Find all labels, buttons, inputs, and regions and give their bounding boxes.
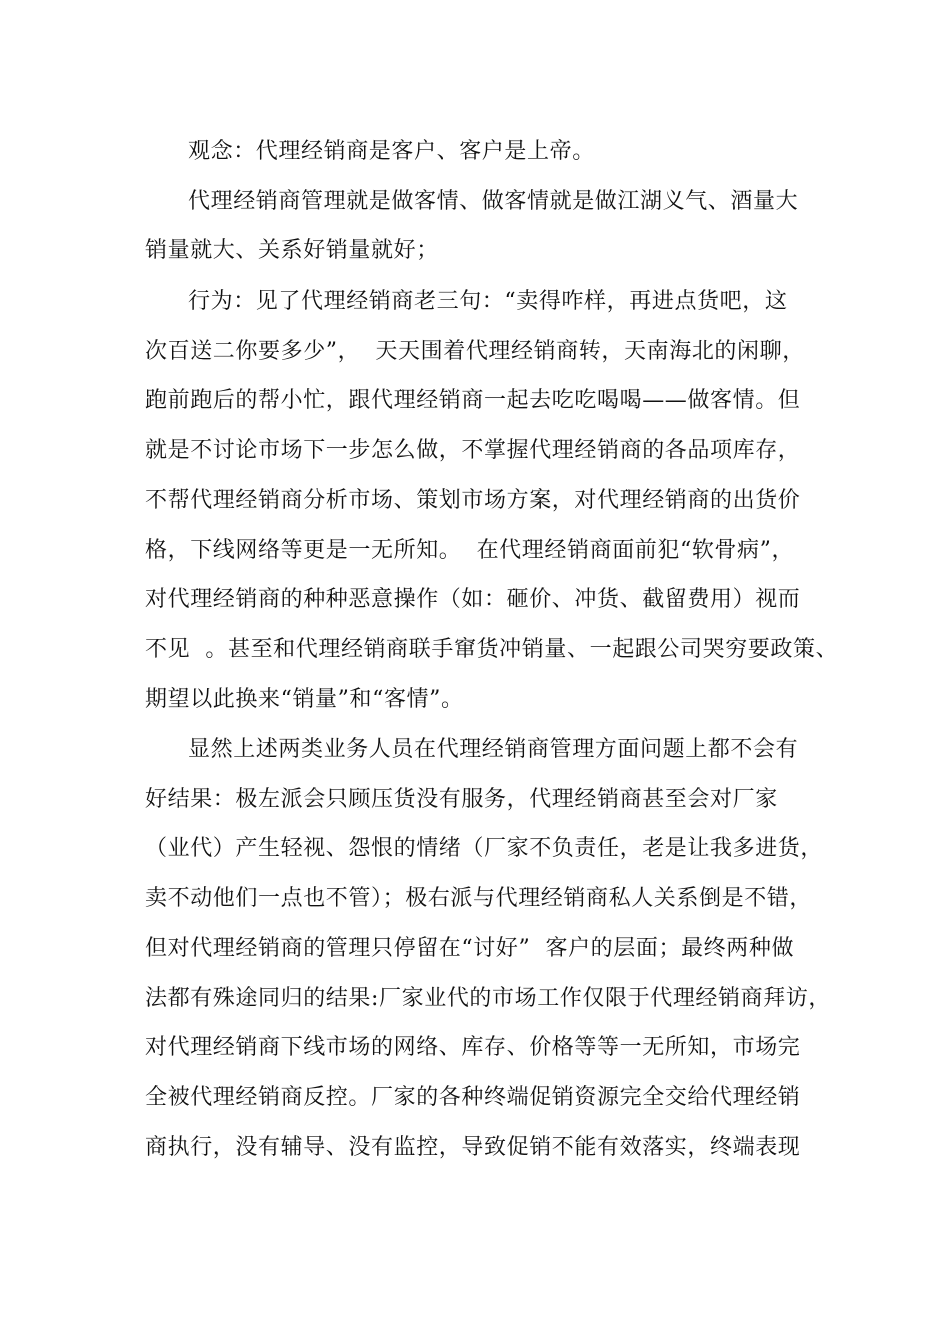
paragraph-line: 跑前跑后的帮小忙，跟代理经销商一起去吃吃喝喝——做客情。但	[145, 388, 801, 413]
paragraph-line: 销量就大、关系好销量就好；	[145, 238, 439, 263]
paragraph-line: 次百送二你要多少”， 天天围着代理经销商转，天南海北的闲聊，	[145, 339, 805, 364]
paragraph-line: 卖不动他们一点也不管）；极右派与代理经销商私人关系倒是不错，	[145, 886, 813, 911]
paragraph-line: 就是不讨论市场下一步怎么做，不掌握代理经销商的各品项库存，	[145, 438, 801, 463]
paragraph-line: 行为：见了代理经销商老三句：“卖得咋样，再进点货吧，这	[188, 289, 788, 314]
paragraph-line: 但对代理经销商的管理只停留在“讨好” 客户的层面；最终两种做	[145, 936, 795, 961]
paragraph-line: 全被代理经销商反控。厂家的各种终端促销资源完全交给代理经销	[145, 1085, 801, 1110]
paragraph-line: 期望以此换来“销量”和“客情”。	[145, 687, 464, 712]
paragraph-line: 显然上述两类业务人员在代理经销商管理方面问题上都不会有	[188, 737, 799, 762]
paragraph-line: 对代理经销商的种种恶意操作（如：砸价、冲货、截留费用）视而	[145, 587, 801, 612]
paragraph-line: 格，下线网络等更是一无所知。 在代理经销商面前犯“软骨病”，	[145, 538, 795, 563]
paragraph-line: 代理经销商管理就是做客情、做客情就是做江湖义气、酒量大	[188, 189, 799, 214]
paragraph-line: 不帮代理经销商分析市场、策划市场方案，对代理经销商的出货价	[145, 488, 801, 513]
paragraph-line: 法都有殊途同归的结果:厂家业代的市场工作仅限于代理经销商拜访，	[145, 986, 832, 1011]
paragraph-line: 不见 。甚至和代理经销商联手窜货冲销量、一起跟公司哭穷要政策、	[145, 637, 839, 662]
paragraph-line: 对代理经销商下线市场的网络、库存、价格等等一无所知，市场完	[145, 1035, 801, 1060]
paragraph-line: 商执行，没有辅导、没有监控，导致促销不能有效落实，终端表现	[145, 1135, 801, 1160]
paragraph-line: 观念：代理经销商是客户、客户是上帝。	[188, 139, 595, 164]
paragraph-line: （业代）产生轻视、怨恨的情绪（厂家不负责任，老是让我多进货，	[145, 836, 824, 861]
paragraph-line: 好结果：极左派会只顾压货没有服务，代理经销商甚至会对厂家	[145, 787, 778, 812]
